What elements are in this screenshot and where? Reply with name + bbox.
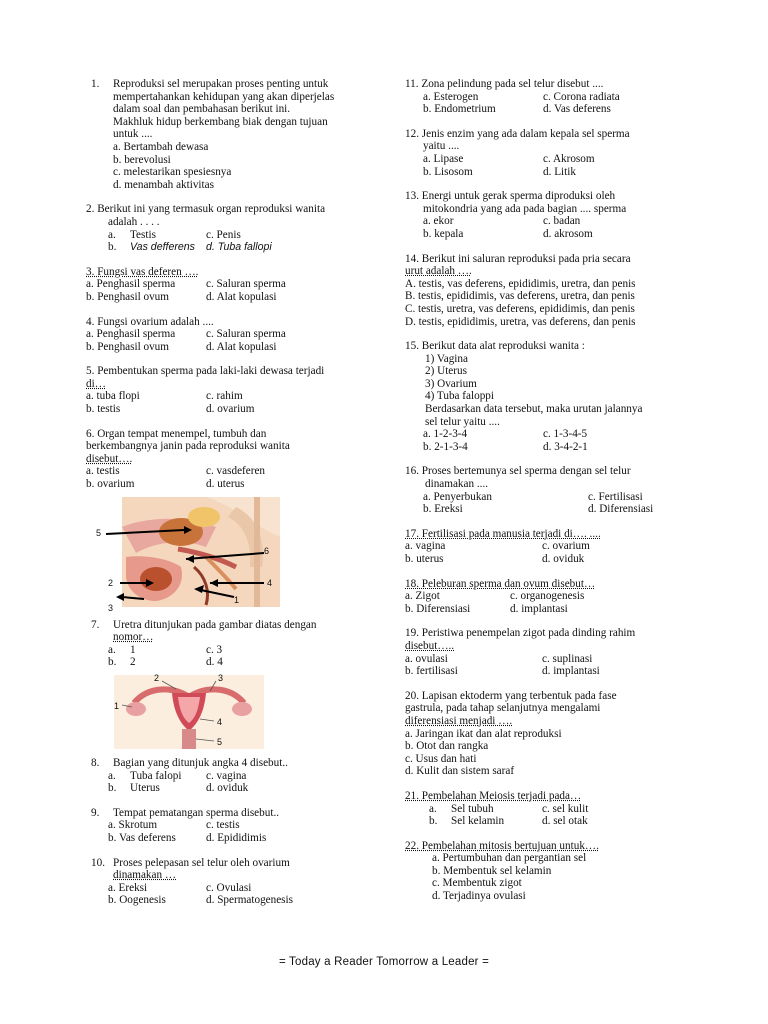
male-reproductive-diagram (86, 497, 376, 615)
answer-option: c. 3 (206, 643, 223, 656)
answer-option: b. Diferensiasi (405, 602, 471, 615)
question-14 (405, 253, 695, 329)
list-item: 3) Ovarium (425, 377, 477, 390)
question-19 (405, 627, 695, 677)
answer-option: d. akrosom (543, 227, 593, 240)
question-text: di… (86, 377, 106, 390)
question-4 (86, 316, 376, 354)
answer-option: d. Tuba fallopi (206, 241, 272, 254)
question-text: disebut…. (86, 452, 133, 465)
answer-option: b. ovarium (86, 478, 135, 491)
answer-option: c. Saluran sperma (206, 328, 286, 341)
answer-option: a. ovulasi (405, 652, 448, 665)
female-anatomy-illustration (114, 675, 264, 749)
answer-option: a. Bertambah dewasa (113, 140, 209, 153)
answer-option: b. Vas defferens (108, 241, 195, 254)
answer-option: d. menambah aktivitas (113, 178, 214, 191)
question-text: mitokondria yang ada pada bagian .... sperma (423, 202, 627, 215)
answer-option: c. melestarikan spesiesnya (113, 166, 232, 179)
question-text: 6. Organ tempat menempel, tumbuh dan (86, 427, 267, 440)
answer-option: c. Usus dan hati (405, 752, 477, 765)
answer-option: a. tuba flopi (86, 390, 140, 403)
question-8 (86, 757, 376, 795)
answer-option: b. Oogenesis (108, 894, 166, 907)
left-column (86, 78, 376, 919)
answer-option: d. Diferensiasi (588, 503, 654, 516)
question-number: 1. (91, 78, 100, 90)
answer-option: a. Pertumbuhan dan pergantian sel (432, 852, 587, 865)
answer-option: d. sel otak (542, 815, 588, 828)
answer-option: c. vasdeferen (206, 465, 266, 478)
question-number: 7. (91, 618, 100, 631)
answer-option: a. Lipase (423, 152, 464, 165)
answer-option: c. Saluran sperma (206, 278, 286, 291)
question-text: Berikut ini yang termasuk organ reproduksi wanita (97, 203, 326, 216)
answer-option: c. vagina (206, 769, 247, 782)
question-2 (86, 203, 376, 253)
question-16 (405, 465, 695, 515)
answer-option: c. testis (206, 819, 240, 832)
question-number: 9. (91, 806, 100, 819)
answer-option: a. testis (86, 465, 120, 478)
question-13 (405, 190, 695, 240)
question-text: berkembangnya janin pada reproduksi wanita (86, 440, 290, 453)
question-text: 14. Berikut ini saluran reproduksi pada pria secara (405, 252, 631, 265)
answer-option: b. Penghasil ovum (86, 340, 169, 353)
answer-option: c. 1-3-4-5 (543, 428, 588, 441)
question-text: 18. Peleburan sperma dan ovum disebut… (405, 577, 596, 590)
answer-option: d. Litik (543, 165, 576, 178)
answer-option: D. testis, epididimis, uretra, vas deferens, dan penis (405, 315, 636, 328)
answer-option: a. Penghasil sperma (86, 278, 176, 291)
question-text: dinamakan … (113, 869, 177, 882)
question-number: 10. (91, 856, 105, 869)
answer-option: a. Ereksi (108, 881, 148, 894)
answer-option: d. implantasi (510, 602, 568, 615)
answer-option: b. Membentuk sel kelamin (432, 864, 552, 877)
answer-option: b. Penghasil ovum (86, 290, 169, 303)
answer-option: b. Otot dan rangka (405, 740, 489, 753)
answer-option: b. testis (86, 403, 121, 416)
question-text: adalah . . . . (108, 215, 160, 228)
answer-option: d. Vas deferens (543, 103, 611, 116)
answer-option: b. fertilisasi (405, 665, 458, 678)
answer-option: b. uterus (405, 553, 444, 565)
question-11 (405, 78, 695, 116)
answer-option: a. Sel tubuh (429, 802, 494, 815)
answer-option: c. ovarium (542, 540, 590, 553)
answer-option: C. testis, uretra, vas deferens, epididimis, dan penis (405, 302, 635, 315)
question-15 (405, 340, 695, 453)
right-column (405, 78, 695, 915)
question-text: urut adalah …. (405, 265, 472, 278)
answer-option: a. 1-2-3-4 (423, 428, 468, 441)
question-17 (405, 528, 695, 566)
footer-motto: = Today a Reader Tomorrow a Leader = (278, 956, 490, 968)
answer-option: a. ekor (423, 215, 454, 228)
answer-option: c. organogenesis (510, 590, 585, 603)
figure-label: 1 (114, 701, 120, 711)
answer-option: b. kepala (423, 227, 464, 240)
answer-option: d. oviduk (206, 782, 249, 795)
answer-option: d. Alat kopulasi (206, 290, 277, 303)
question-text: dinamakan .... (425, 478, 489, 491)
question-text: 21. Pembelahan Meiosis terjadi pada… (405, 789, 582, 802)
question-10 (86, 857, 376, 907)
list-item: 1) Vagina (425, 352, 468, 365)
question-text: 19. Peristiwa penempelan zigot pada dinding rahim (405, 627, 636, 640)
answer-option: a. Penghasil sperma (86, 328, 176, 341)
answer-option: b. Ereksi (423, 503, 463, 516)
figure-label: 5 (96, 527, 102, 538)
figure-label: 6 (264, 545, 270, 556)
question-text: Proses pelepasan sel telur oleh ovarium (113, 856, 290, 869)
answer-option: d. ovarium (206, 403, 255, 416)
answer-option: a. Penyerbukan (423, 490, 492, 503)
answer-option: c. badan (543, 215, 581, 228)
answer-option: b. Sel kelamin (429, 815, 505, 828)
answer-option: d. 4 (206, 656, 223, 669)
answer-option: a. Skrotum (108, 819, 158, 832)
answer-option: b. 2 (108, 656, 136, 669)
answer-option: c. rahim (206, 390, 243, 403)
question-text: sel telur yaitu .... (425, 415, 500, 428)
question-6 (86, 428, 376, 491)
question-text: 3. Fungsi vas deferen …. (86, 265, 199, 278)
question-text: 13. Energi untuk gerak sperma diproduksi oleh (405, 190, 616, 203)
answer-option: c. sel kulit (542, 802, 589, 815)
figure-label: 2 (108, 577, 114, 588)
answer-option: c. Penis (206, 228, 241, 241)
answer-option: c. Ovulasi (206, 881, 252, 894)
question-text: Bagian yang ditunjuk angka 4 disebut.. (113, 757, 288, 769)
question-text: 11. Zona pelindung pada sel telur disebut .... (405, 78, 604, 90)
question-9 (86, 807, 376, 845)
question-number: 2. (86, 203, 95, 216)
answer-option: d. Terjadinya ovulasi (432, 890, 526, 903)
answer-option: b. Endometrium (423, 103, 496, 116)
answer-option: d. Alat kopulasi (206, 340, 277, 353)
question-18 (405, 578, 695, 616)
answer-option: a. Tuba falopi (108, 769, 182, 782)
figure-label: 3 (218, 673, 224, 683)
answer-option: d. 3-4-2-1 (543, 440, 588, 453)
female-reproductive-diagram (114, 675, 376, 753)
question-text: 22. Pembelahan mitosis bertujuan untuk…. (405, 839, 599, 852)
question-text: untuk .... (113, 128, 153, 141)
question-text: mempertahankan kehidupan yang akan diperjelas (113, 90, 335, 103)
question-text: 5. Pembentukan sperma pada laki-laki dewasa terjadi (86, 365, 325, 378)
answer-option: d. uterus (206, 478, 245, 491)
answer-option: a. 1 (108, 643, 136, 656)
answer-option: b. Vas deferens (108, 831, 176, 844)
list-item: 2) Uterus (425, 365, 467, 378)
answer-option: d. oviduk (542, 553, 585, 565)
answer-option: d. implantasi (542, 665, 600, 678)
question-text: yaitu .... (423, 140, 460, 153)
question-text: 16. Proses bertemunya sel sperma dengan sel telur (405, 465, 631, 478)
answer-option: A. testis, vas deferens, epididimis, uretra, dan penis (405, 277, 636, 290)
answer-option: b. berevolusi (113, 153, 171, 166)
question-text: nomor… (113, 631, 154, 644)
question-7 (86, 619, 376, 669)
question-22 (405, 840, 695, 903)
question-text: 17. Fertilisasi pada manusia terjadi di…. .... (405, 527, 601, 540)
answer-option: c. suplinasi (542, 652, 593, 665)
question-3 (86, 266, 376, 304)
answer-option: c. Corona radiata (543, 90, 620, 103)
answer-option: a. Esterogen (423, 90, 479, 103)
question-5 (86, 365, 376, 415)
list-item: 4) Tuba faloppi (425, 390, 494, 403)
answer-option: d. Epididimis (206, 831, 267, 844)
question-text: dalam soal dan pembahasan berikut ini. (113, 103, 291, 116)
answer-option: d. Spermatogenesis (206, 894, 293, 907)
figure-label: 1 (234, 594, 240, 605)
answer-option: c. Akrosom (543, 152, 595, 165)
question-text: diferensiasi menjadi …. (405, 714, 513, 727)
answer-option: B. testis, epididimis, vas deferens, uretra, dan penis (405, 290, 635, 303)
answer-option: a. Zigot (405, 590, 440, 603)
question-text: 15. Berikut data alat reproduksi wanita : (405, 340, 585, 353)
question-21 (405, 790, 695, 828)
answer-option: d. Kulit dan sistem saraf (405, 765, 515, 778)
question-text: 4. Fungsi ovarium adalah .... (86, 315, 214, 328)
answer-option: c. Fertilisasi (588, 490, 643, 503)
figure-label: 4 (267, 577, 273, 588)
question-20 (405, 690, 695, 778)
figure-label: 2 (154, 673, 160, 683)
question-text: Reproduksi sel merupakan proses penting untuk (113, 78, 329, 90)
question-1 (86, 78, 376, 191)
male-anatomy-illustration (86, 497, 286, 615)
answer-option: c. Membentuk zigot (432, 877, 522, 890)
question-text: 20. Lapisan ektoderm yang terbentuk pada fase (405, 689, 617, 702)
answer-option: b. 2-1-3-4 (423, 440, 468, 453)
answer-option: b. Uterus (108, 782, 160, 795)
question-12 (405, 128, 695, 178)
figure-label: 5 (217, 737, 223, 747)
question-text: 12. Jenis enzim yang ada dalam kepala sel sperma (405, 127, 630, 140)
figure-label: 4 (217, 717, 223, 727)
question-text: Makhluk hidup berkembang biak dengan tujuan (113, 115, 328, 128)
question-text: Berdasarkan data tersebut, maka urutan jalannya (425, 403, 643, 416)
question-number: 8. (91, 757, 100, 769)
question-text: gastrula, pada tahap selanjutnya mengalami (405, 702, 601, 715)
answer-option: a. Testis (108, 228, 156, 241)
question-text: Tempat pematangan sperma disebut.. (113, 806, 280, 819)
figure-label: 3 (108, 602, 114, 613)
answer-option: a. Jaringan ikat dan alat reproduksi (405, 727, 562, 740)
answer-option: b. Lisosom (423, 165, 473, 178)
answer-option: a. vagina (405, 540, 446, 553)
question-text: disebut….. (405, 639, 455, 652)
question-text: Uretra ditunjukan pada gambar diatas dengan (113, 618, 317, 631)
